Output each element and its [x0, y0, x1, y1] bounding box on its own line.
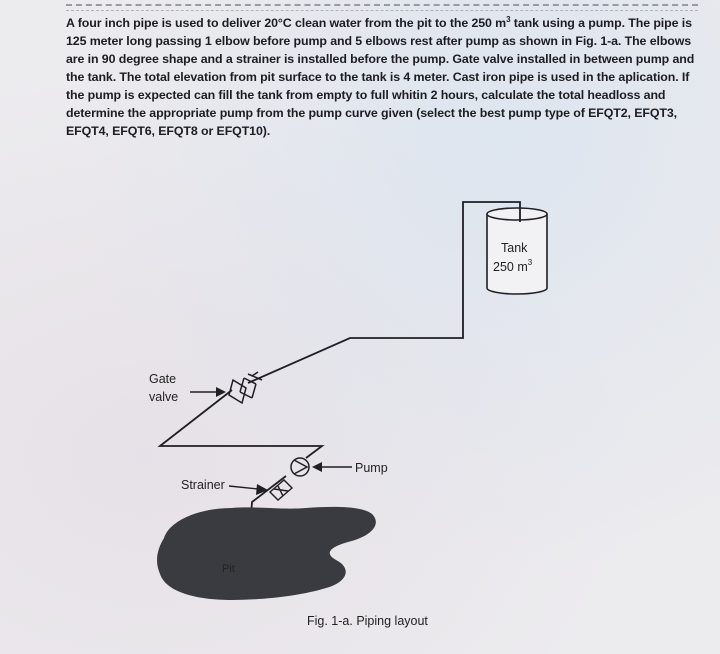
- gate-valve-arrow: [190, 387, 226, 397]
- pump-label: Pump: [355, 461, 388, 475]
- strainer-icon: [270, 480, 292, 500]
- strainer-label: Strainer: [181, 478, 225, 492]
- problem-text-part2: tank using a pump. The pipe is 125 meter long passing 1 elbow before pump and 5 elbows rest after pump as shown in Fig. 1-a. The elbows are in 90 degree shape and a strainer is installed before the pump. Gate valve installed in between pump and the tank. The total elevation from pit surface to the tank is 4 meter. Cast iron pipe is used in the aplication. If the pump is expected can fill the tank from empty to full whitin 2 hours, calculate the total headloss and determine the appropriate pump from the pump curve given (select the best pump type of EFQT2, EFQT3, EFQT4, EFQT6, EFQT8 or EFQT10).: [66, 16, 695, 138]
- gate-valve-icon: [229, 372, 262, 403]
- pump-icon: [291, 458, 309, 476]
- problem-text-part1: A four inch pipe is used to deliver 20°C clean water from the pit to the 250 m: [66, 16, 507, 30]
- gate-valve-label-line2: valve: [149, 390, 179, 404]
- figure-caption: Fig. 1-a. Piping layout: [307, 614, 428, 628]
- pit-label: Pit: [222, 563, 235, 575]
- tank-volume-label: 250 $m^3$: [493, 258, 533, 274]
- pit-shape: [157, 507, 376, 600]
- tank-label: Tank: [501, 241, 528, 255]
- problem-superscript: 3: [506, 14, 511, 24]
- pump-arrow: [312, 462, 352, 472]
- gate-valve-label-line1: Gate: [149, 372, 177, 386]
